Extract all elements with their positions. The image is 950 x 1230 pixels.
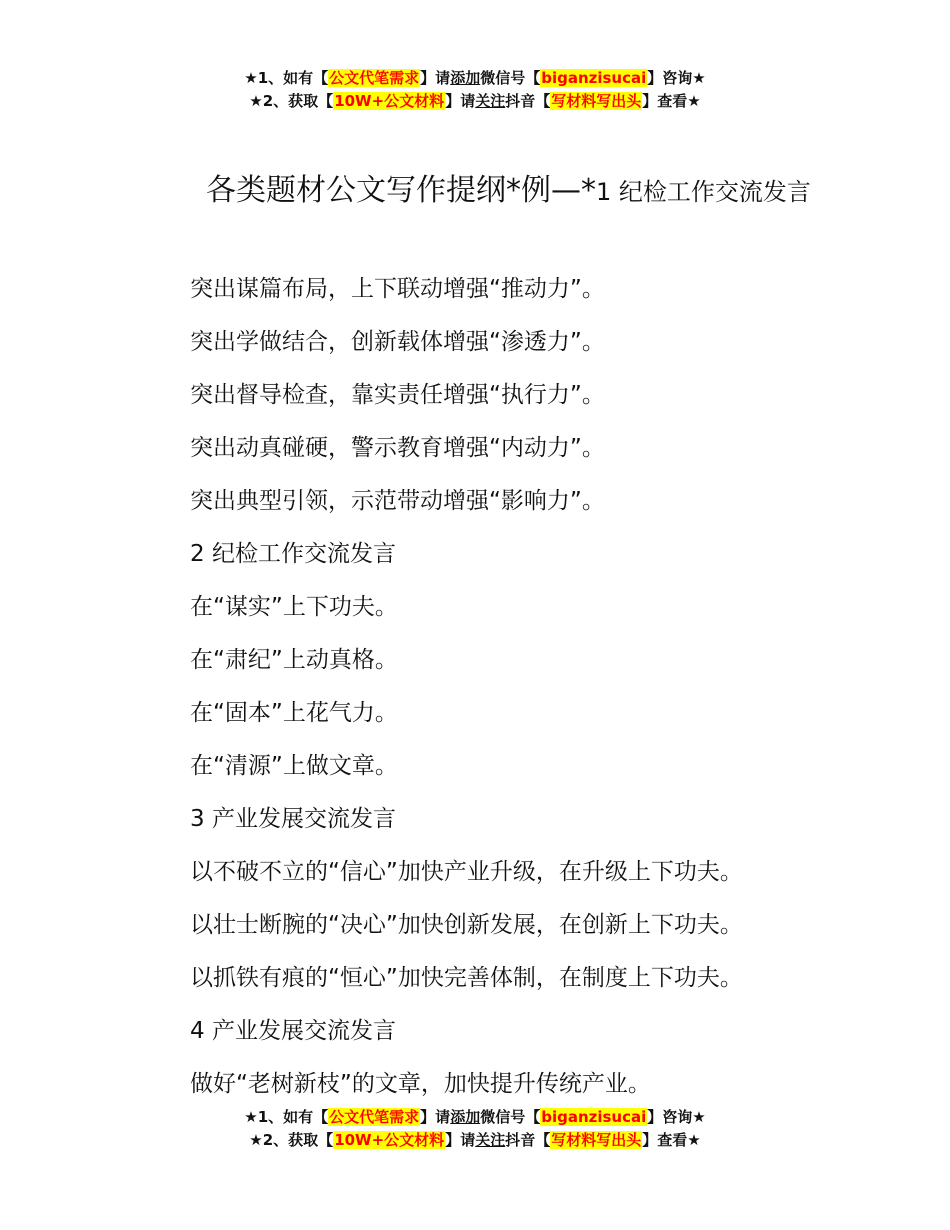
section-heading: 2 纪检工作交流发言 bbox=[190, 541, 396, 567]
banner-text: ★2、获取【 bbox=[249, 1131, 334, 1149]
highlight-douyin-id: 写材料写出头 bbox=[551, 1131, 642, 1149]
underlined-text: 添加 bbox=[450, 69, 481, 87]
body-line: 在“谋实”上下功夫。 bbox=[190, 594, 398, 620]
body-line: 以不破不立的“信心”加快产业升级，在升级上下功夫。 bbox=[190, 859, 743, 885]
body-line: 在“肃纪”上动真格。 bbox=[190, 647, 398, 673]
body-line: 以壮士断腕的“决心”加快创新发展，在创新上下功夫。 bbox=[190, 912, 743, 938]
section-heading: 4 产业发展交流发言 bbox=[190, 1018, 396, 1044]
banner-text: 微信号【 bbox=[480, 69, 541, 87]
title-main: 各类题材公文写作提纲*例—* bbox=[206, 173, 596, 208]
body-line: 以抓铁有痕的“恒心”加快完善体制，在制度上下功夫。 bbox=[190, 965, 743, 991]
banner-text: 抖音【 bbox=[505, 92, 551, 110]
highlight-service: 公文代笔需求 bbox=[329, 1108, 420, 1126]
body-line: 在“清源”上做文章。 bbox=[190, 753, 398, 779]
highlight-service: 公文代笔需求 bbox=[329, 69, 420, 87]
banner-text: 】请 bbox=[420, 69, 451, 87]
body-line: 在“固本”上花气力。 bbox=[190, 700, 398, 726]
banner-text: 】咨询★ bbox=[647, 1108, 706, 1126]
bottom-banner bbox=[0, 1106, 950, 1152]
section-heading: 3 产业发展交流发言 bbox=[190, 806, 396, 832]
underlined-text: 关注 bbox=[475, 1131, 506, 1149]
banner-line-2 bbox=[0, 1129, 950, 1152]
banner-text: ★1、如有【 bbox=[244, 69, 329, 87]
banner-text: ★2、获取【 bbox=[249, 92, 334, 110]
banner-line-2 bbox=[0, 90, 950, 113]
highlight-materials: 10W+公文材料 bbox=[334, 92, 445, 110]
banner-line-1 bbox=[0, 67, 950, 90]
highlight-materials: 10W+公文材料 bbox=[334, 1131, 445, 1149]
underlined-text: 关注 bbox=[475, 92, 506, 110]
highlight-douyin-id: 写材料写出头 bbox=[551, 92, 642, 110]
body-line: 突出督导检查，靠实责任增强“执行力”。 bbox=[190, 382, 605, 408]
title-section-heading: 1 纪检工作交流发言 bbox=[596, 178, 811, 206]
banner-text: 】请 bbox=[445, 1131, 476, 1149]
body-line: 做好“老树新枝”的文章，加快提升传统产业。 bbox=[190, 1071, 651, 1097]
highlight-wechat-id: biganzisucai bbox=[541, 69, 647, 87]
body-line: 突出学做结合，创新载体增强“渗透力”。 bbox=[190, 329, 605, 355]
banner-text: ★1、如有【 bbox=[244, 1108, 329, 1126]
banner-text: 微信号【 bbox=[480, 1108, 541, 1126]
banner-line-1 bbox=[0, 1106, 950, 1129]
highlight-wechat-id: biganzisucai bbox=[541, 1108, 647, 1126]
banner-text: 】查看★ bbox=[642, 1131, 701, 1149]
banner-text: 】查看★ bbox=[642, 92, 701, 110]
underlined-text: 添加 bbox=[450, 1108, 481, 1126]
body-line: 突出谋篇布局，上下联动增强“推动力”。 bbox=[190, 276, 605, 302]
body-line: 突出典型引领，示范带动增强“影响力”。 bbox=[190, 488, 605, 514]
banner-text: 】咨询★ bbox=[647, 69, 706, 87]
body-line: 突出动真碰硬，警示教育增强“内动力”。 bbox=[190, 435, 605, 461]
banner-text: 】请 bbox=[445, 92, 476, 110]
banner-text: 抖音【 bbox=[505, 1131, 551, 1149]
top-banner bbox=[0, 67, 950, 113]
banner-text: 】请 bbox=[420, 1108, 451, 1126]
document-title bbox=[140, 165, 830, 218]
